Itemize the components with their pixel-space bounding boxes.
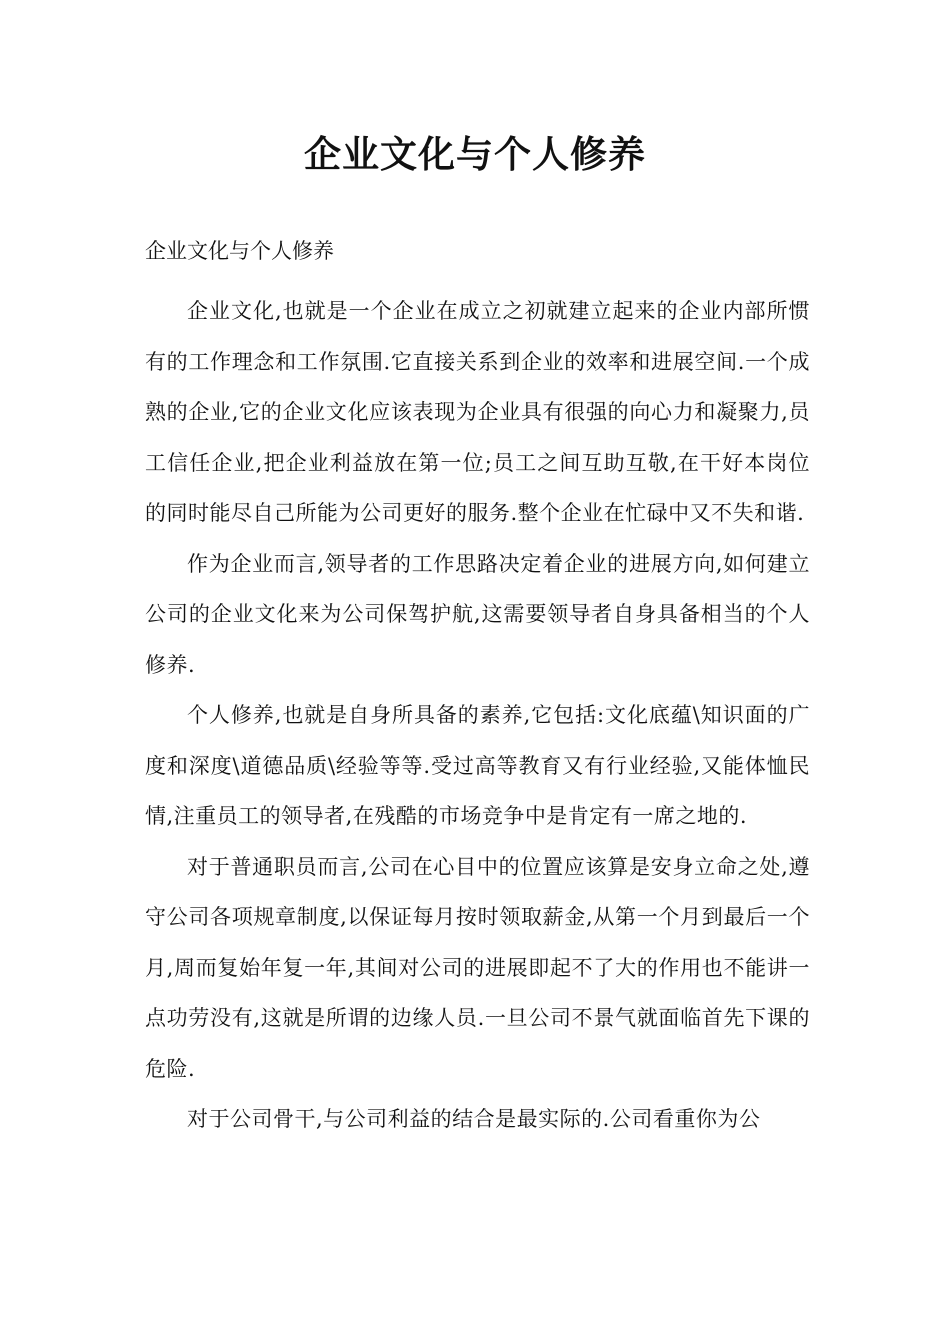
document-title: 企业文化与个人修养 <box>304 132 646 176</box>
paragraph-3: 个人修养,也就是自身所具备的素养,它包括:文化底蕴\知识面的广度和深度\道德品质\经验等等.受过高等教育又有行业经验,又能体恤民情,注重员工的领导者,在残酷的市场竞争中是肯定有一席之地的. <box>145 703 810 828</box>
paragraph-1: 企业文化,也就是一个企业在成立之初就建立起来的企业内部所惯有的工作理念和工作氛围.它直接关系到企业的效率和进展空间.一个成熟的企业,它的企业文化应该表现为企业具有很强的向心力和凝聚力,员工信任企业,把企业利益放在第一位;员工之间互助互敬,在干好本岗位的同时能尽自己所能为公司更好的服务.整个企业在忙碌中又不失和谐. <box>145 299 810 525</box>
document-body <box>145 286 810 1145</box>
document-subtitle: 企业文化与个人修养 <box>145 239 334 263</box>
paragraph-5: 对于公司骨干,与公司利益的结合是最实际的.公司看重你为公 <box>187 1107 761 1131</box>
paragraph-2: 作为企业而言,领导者的工作思路决定着企业的进展方向,如何建立公司的企业文化来为公司保驾护航,这需要领导者自身具备相当的个人修养. <box>145 551 810 677</box>
paragraph-4: 对于普通职员而言,公司在心目中的位置应该算是安身立命之处,遵守公司各项规章制度,以保证每月按时领取薪金,从第一个月到最后一个月,周而复始年复一年,其间对公司的进展即起不了大的作用也不能讲一点功劳没有,这就是所谓的边缘人员.一旦公司不景气就面临首先下课的危险. <box>145 854 810 1081</box>
